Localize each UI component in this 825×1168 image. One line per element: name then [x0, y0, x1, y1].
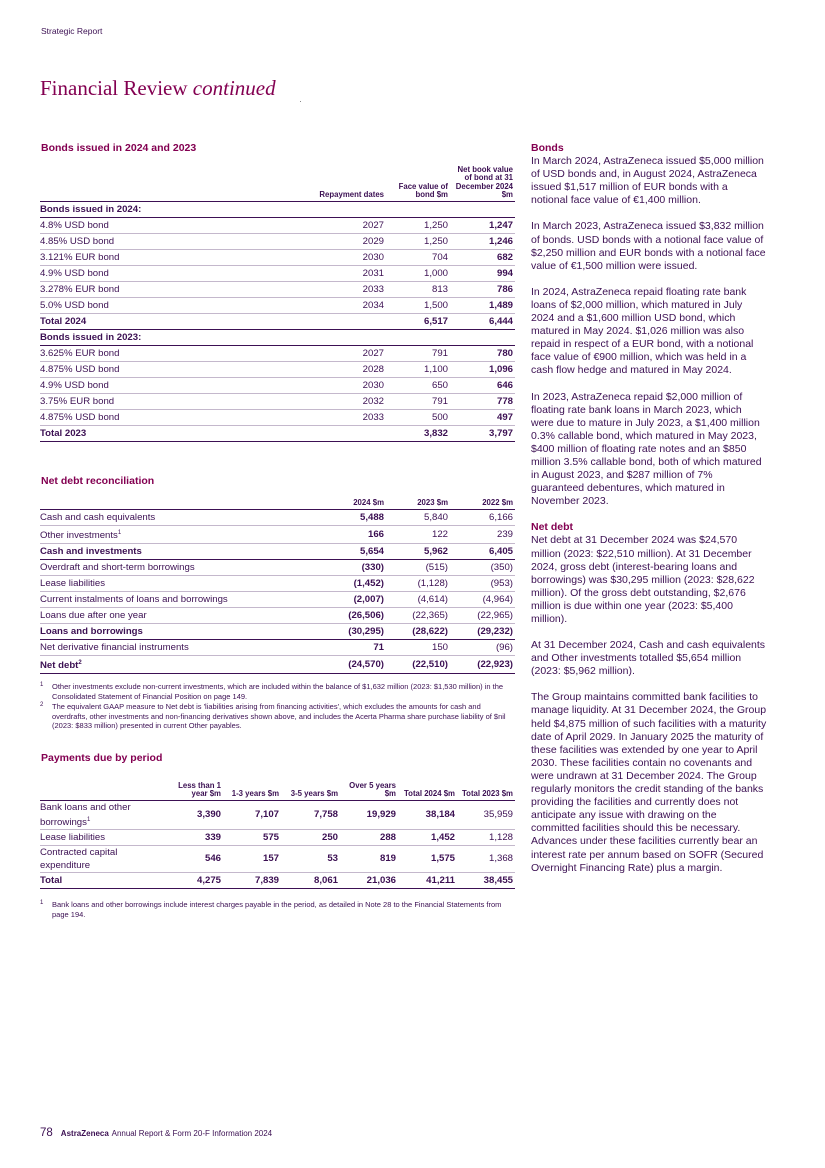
net-debt-row-label — [40, 655, 310, 673]
body-paragraph: In March 2023, AstraZeneca issued $3,832 million of bonds. USD bonds with a notional face value of $2,250 million and EUR bonds with a notional face value of €1,500 million were issued. — [531, 220, 766, 272]
bond-book-value: 1,489 — [488, 299, 513, 311]
body-paragraph: Net debt at 31 December 2024 was $24,570 million (2023: $22,510 million). At 31 December 2024, gross debt (interest-bearing loans and borrowings) was $30,295 million (2023: $28,622 million). Of the gross debt outstanding, $2,676 million is due within one year (2023: $5,400 million). — [531, 534, 755, 625]
bond-name: 4.875% USD bond — [40, 411, 120, 423]
net-debt-2024: 5,654 — [359, 545, 384, 557]
payments-value: 250 — [321, 831, 338, 843]
page-title-main: Financial Review — [40, 76, 188, 100]
payments-value-2023: 35,959 — [483, 809, 513, 821]
payments-value: 575 — [262, 831, 279, 843]
net-debt-table — [40, 485, 515, 674]
bond-name: 4.9% USD bond — [40, 267, 109, 279]
payments-value: 546 — [204, 853, 221, 865]
bond-face-value: 1,000 — [423, 267, 448, 279]
bond-face-value: 813 — [431, 283, 448, 295]
bond-book-value: 646 — [496, 379, 513, 391]
net-debt-2022: (96) — [495, 641, 513, 653]
payments-value: 19,929 — [366, 809, 396, 821]
bonds-total-row — [40, 313, 515, 329]
net-debt-label-text: Loans and borrowings — [40, 625, 143, 637]
bond-book-value: 682 — [496, 251, 513, 263]
net-debt-2024: (24,570) — [348, 658, 384, 670]
bond-book-value: 1,247 — [488, 219, 513, 231]
bond-face-value: 1,500 — [423, 299, 448, 311]
payments-col-3-5: 3-5 years $m — [290, 789, 338, 798]
bond-repayment-date: 2030 — [362, 379, 384, 391]
net-debt-row — [40, 623, 515, 639]
bonds-table — [40, 142, 515, 442]
bond-face-value: 791 — [431, 395, 448, 407]
bond-face-value: 500 — [431, 411, 448, 423]
footer-doc-title: Annual Report & Form 20-F Information 2024 — [111, 1129, 273, 1138]
payments-row-label — [40, 829, 165, 845]
payments-title: Payments due by period — [41, 752, 163, 764]
payments-value: 41,211 — [426, 874, 455, 886]
bonds-total-empty — [310, 425, 386, 441]
bond-name: 3.625% EUR bond — [40, 347, 120, 359]
net-debt-row-label — [40, 543, 310, 559]
net-debt-2023: (22,365) — [412, 609, 448, 621]
bond-repayment-date: 2033 — [362, 283, 384, 295]
bonds-col-book: Net book value of bond at 31 December 2024 $m — [455, 164, 513, 199]
net-debt-row — [40, 559, 515, 575]
bond-repayment-date: 2033 — [362, 411, 384, 423]
bond-name: 4.85% USD bond — [40, 235, 115, 247]
bond-book-value: 780 — [496, 347, 513, 359]
net-debt-2022: (29,232) — [477, 625, 513, 637]
payments-footnotes — [40, 900, 515, 920]
page-title-suffix: continued — [192, 76, 276, 100]
bond-row — [40, 361, 515, 377]
payments-label-text: Lease liabilities — [40, 831, 106, 843]
bonds-group-label: Bonds issued in 2024: — [40, 203, 142, 215]
payments-row — [40, 845, 515, 872]
payments-value: 288 — [379, 831, 396, 843]
payments-row — [40, 829, 515, 845]
net-debt-footnotes — [40, 682, 515, 732]
payments-label-text: Total — [40, 874, 63, 886]
net-debt-2023: 150 — [431, 641, 448, 653]
net-debt-label-text: Loans due after one year — [40, 609, 147, 621]
bonds-paragraphs — [531, 155, 767, 508]
payments-col-total2024: Total 2024 $m — [404, 789, 455, 798]
payments-value-2023: 1,368 — [488, 853, 513, 865]
net-debt-2024: (2,007) — [353, 593, 384, 605]
net-debt-2024: (1,452) — [353, 577, 384, 589]
payments-header-spacer — [40, 766, 165, 800]
net-debt-row-label — [40, 559, 310, 575]
footnote-ref: 1 — [117, 529, 122, 536]
bonds-total-face: 3,832 — [423, 427, 448, 439]
net-debt-header-spacer — [40, 485, 310, 509]
bond-name: 4.8% USD bond — [40, 219, 109, 231]
bond-name: 3.121% EUR bond — [40, 251, 120, 263]
net-debt-row — [40, 639, 515, 655]
net-debt-2022: (22,923) — [477, 658, 513, 670]
net-debt-row — [40, 591, 515, 607]
net-debt-2023: (1,128) — [417, 577, 448, 589]
net-debt-row — [40, 509, 515, 525]
bonds-total-book: 3,797 — [488, 427, 513, 439]
body-paragraph: At 31 December 2024, Cash and cash equivalents and Other investments totalled $5,654 million (2023: $5,962 million). — [531, 639, 766, 678]
payments-value: 157 — [262, 853, 279, 865]
net-debt-row-label — [40, 509, 310, 525]
net-debt-label-text: Net debt — [40, 659, 79, 671]
net-debt-2023: 122 — [431, 528, 448, 540]
payments-value-2023: 1,128 — [488, 831, 513, 843]
bond-name: 3.75% EUR bond — [40, 395, 115, 407]
bonds-col-face: Face value of bond $m — [398, 181, 448, 199]
footnote-text: Other investments exclude non-current investments, which are included within the balance of $1,632 million (2023: $1,530 million) in the Consolidated Statement of Financial Position on page 149. — [52, 682, 504, 701]
net-debt-2024: 71 — [373, 641, 384, 653]
net-debt-label-text: Cash and investments — [40, 545, 142, 557]
net-debt-col-2024: 2024 $m — [353, 498, 384, 507]
net-debt-2024: (30,295) — [348, 625, 384, 637]
bond-book-value: 778 — [496, 395, 513, 407]
payments-value-2023: 38,455 — [483, 874, 513, 886]
bonds-total-face: 6,517 — [423, 315, 448, 327]
payments-col-lt1: Less than 1 year $m — [178, 780, 221, 798]
net-debt-row — [40, 525, 515, 543]
net-debt-col-2022: 2022 $m — [482, 498, 513, 507]
bond-repayment-date: 2028 — [362, 363, 384, 375]
net-debt-title: Net debt reconciliation — [41, 475, 155, 487]
payments-table — [40, 766, 515, 889]
body-paragraph: The Group maintains committed bank facilities to manage liquidity. At 31 December 2024, the Group held $4,875 million of such facilities with a maturity date of April 2029. In January 2025 the maturity of these facilities was extended by one year to April 2030. These facilities contain no covenants and were undrawn at 31 December 2024. The Group regularly monitors the credit standing of the banks providing the facilities and currently does not anticipate any issue with drawing on the committed facilities should this be necessary. Advances under these facilities currently bear an interest rate per annum based on SOFR (Secured Overnight Financing Rate) plus a margin. — [531, 691, 767, 874]
bonds-group-row — [40, 329, 515, 345]
bonds-table-title: Bonds issued in 2024 and 2023 — [41, 142, 197, 154]
bonds-heading: Bonds — [531, 142, 564, 154]
bond-book-value: 786 — [496, 283, 513, 295]
footnote-number: 1 — [40, 682, 44, 688]
footnote-text: The equivalent GAAP measure to Net debt is 'liabilities arising from financing activities', which excludes the amounts for cash and overdrafts, other investments and non-financing derivatives shown above, and includes the Acerta Pharma share purchase liability of $nil (2023: $833 million) presented in current Other payables. — [52, 702, 506, 730]
net-debt-2024: (26,506) — [348, 609, 384, 621]
net-debt-2024: (330) — [361, 561, 384, 573]
net-debt-row — [40, 655, 515, 673]
bond-book-value: 1,096 — [488, 363, 513, 375]
bonds-total-empty — [310, 313, 386, 329]
payments-value: 4,275 — [196, 874, 221, 886]
bond-row — [40, 377, 515, 393]
page-number: 78 — [40, 1127, 53, 1139]
bond-row — [40, 233, 515, 249]
net-debt-row-label — [40, 607, 310, 623]
net-debt-2022: (953) — [490, 577, 513, 589]
payments-value: 7,839 — [254, 874, 279, 886]
bond-row — [40, 265, 515, 281]
net-debt-2022: 6,405 — [488, 545, 513, 557]
footnote-number: 1 — [40, 900, 44, 906]
bond-repayment-date: 2034 — [362, 299, 384, 311]
net-debt-row-label — [40, 639, 310, 655]
net-debt-2022: 6,166 — [488, 511, 513, 523]
payments-value: 8,061 — [313, 874, 338, 886]
payments-value: 7,758 — [313, 809, 338, 821]
net-debt-label-text: Lease liabilities — [40, 577, 106, 589]
payments-row-label — [40, 872, 165, 888]
footnote — [40, 682, 515, 701]
net-debt-2022: 239 — [496, 528, 513, 540]
bond-row — [40, 281, 515, 297]
net-debt-2022: (22,965) — [477, 609, 513, 621]
bond-row — [40, 217, 515, 233]
net-debt-row-label — [40, 623, 310, 639]
net-debt-2023: (28,622) — [412, 625, 448, 637]
bond-name: 3.278% EUR bond — [40, 283, 120, 295]
bond-name: 4.9% USD bond — [40, 379, 109, 391]
payments-value: 7,107 — [254, 809, 279, 821]
payments-col-total2023: Total 2023 $m — [462, 789, 513, 798]
net-debt-2023: 5,840 — [423, 511, 448, 523]
payments-col-over5: Over 5 years $m — [349, 780, 396, 798]
bond-row — [40, 297, 515, 313]
bonds-group-row — [40, 201, 515, 217]
net-debt-row-label — [40, 525, 310, 543]
footnote — [40, 900, 515, 919]
payments-row-label — [40, 845, 165, 872]
bond-repayment-date: 2027 — [362, 219, 384, 231]
net-debt-label-text: Cash and cash equivalents — [40, 511, 156, 523]
bonds-total-row — [40, 425, 515, 441]
body-paragraph: In March 2024, AstraZeneca issued $5,000 million of USD bonds and, in August 2024, AstraZeneca issued $1,517 million of EUR bonds with a notional face value of €1,400 million. — [531, 155, 764, 207]
net-debt-2023: (4,614) — [417, 593, 448, 605]
payments-row-label — [40, 800, 165, 829]
bond-book-value: 497 — [496, 411, 513, 423]
bond-face-value: 791 — [431, 347, 448, 359]
bond-book-value: 994 — [496, 267, 513, 279]
footer-brand: AstraZeneca — [60, 1129, 109, 1138]
payments-col-1-3: 1-3 years $m — [231, 789, 279, 798]
bond-row — [40, 393, 515, 409]
bond-face-value: 1,250 — [423, 235, 448, 247]
footer — [40, 1127, 272, 1139]
net-debt-label-text: Current instalments of loans and borrowings — [40, 593, 228, 605]
right-column — [531, 142, 767, 888]
bonds-total-label: Total 2024 — [40, 315, 87, 327]
net-debt-2024: 5,488 — [359, 511, 384, 523]
payments-label-text: Contracted capital expenditure — [40, 846, 118, 871]
bonds-total-book: 6,444 — [488, 315, 513, 327]
net-debt-label-text: Other investments — [40, 529, 118, 541]
bond-repayment-date: 2029 — [362, 235, 384, 247]
payments-value: 3,390 — [196, 809, 221, 821]
net-debt-2024: 166 — [367, 528, 384, 540]
bond-book-value: 1,246 — [488, 235, 513, 247]
bond-name: 5.0% USD bond — [40, 299, 109, 311]
bond-repayment-date: 2027 — [362, 347, 384, 359]
net-debt-2022: (4,964) — [482, 593, 513, 605]
bond-name: 4.875% USD bond — [40, 363, 120, 375]
bonds-group-label: Bonds issued in 2023: — [40, 331, 142, 343]
bond-face-value: 1,250 — [423, 219, 448, 231]
payments-value: 38,184 — [425, 809, 455, 821]
net-debt-row-label — [40, 591, 310, 607]
payments-value: 819 — [379, 853, 396, 865]
decorative-dot — [300, 101, 301, 102]
net-debt-label-text: Overdraft and short-term borrowings — [40, 561, 195, 573]
net-debt-heading: Net debt — [531, 521, 573, 534]
payments-value: 21,036 — [366, 874, 396, 886]
net-debt-row-label — [40, 575, 310, 591]
bonds-header-spacer — [40, 142, 310, 201]
bond-face-value: 704 — [431, 251, 448, 263]
section-label: Strategic Report — [41, 26, 103, 36]
net-debt-2022: (350) — [490, 561, 513, 573]
page-title — [40, 76, 276, 101]
bond-face-value: 650 — [431, 379, 448, 391]
payments-value: 53 — [327, 853, 338, 865]
footnote — [40, 702, 515, 731]
net-debt-2023: (515) — [425, 561, 448, 573]
payments-value: 339 — [204, 831, 221, 843]
payments-label-text: Bank loans and other borrowings — [40, 801, 131, 828]
body-paragraph: In 2023, AstraZeneca repaid $2,000 million of floating rate bank loans in March 2023, which were due to mature in July 2023, a $1,400 million 0.3% callable bond, which matured in May 2023, $400 million of floating rate notes and an $850 million 3.5% callable bond, both of which matured in August 2023, and $287 million of 7% guaranteed debentures, which matured in November 2023. — [531, 390, 762, 508]
payments-value: 1,575 — [430, 853, 455, 865]
net-debt-2023: 5,962 — [423, 545, 448, 557]
payments-value: 1,452 — [430, 831, 455, 843]
bond-repayment-date: 2031 — [362, 267, 384, 279]
net-debt-label-text: Net derivative financial instruments — [40, 641, 189, 653]
footnote-text: Bank loans and other borrowings include interest charges payable in the period, as detailed in Note 28 to the Financial Statements from page 194. — [52, 900, 502, 919]
bonds-total-label: Total 2023 — [40, 427, 87, 439]
bond-row — [40, 409, 515, 425]
net-debt-row — [40, 575, 515, 591]
bonds-col-dates: Repayment dates — [319, 190, 384, 199]
footnote-number: 2 — [40, 702, 44, 708]
bond-row — [40, 249, 515, 265]
bond-row — [40, 345, 515, 361]
net-debt-paragraphs — [531, 534, 767, 874]
body-paragraph: In 2024, AstraZeneca repaid floating rate bank loans of $2,000 million, which matured in July 2024 and a $1,600 million USD bond, which matured in May 2024. $1,026 million was also repaid in respect of a EUR bond, with a notional face value of €900 million, which was held in a cash flow hedge and matured in May 2024. — [531, 285, 754, 377]
footnote-ref: 2 — [78, 659, 82, 666]
net-debt-row — [40, 543, 515, 559]
net-debt-2023: (22,510) — [412, 658, 448, 670]
footnote-ref: 1 — [86, 816, 91, 823]
bond-face-value: 1,100 — [423, 363, 448, 375]
bond-repayment-date: 2032 — [362, 395, 384, 407]
payments-row — [40, 872, 515, 888]
payments-row — [40, 800, 515, 829]
net-debt-col-2023: 2023 $m — [417, 498, 448, 507]
bond-repayment-date: 2030 — [362, 251, 384, 263]
net-debt-row — [40, 607, 515, 623]
